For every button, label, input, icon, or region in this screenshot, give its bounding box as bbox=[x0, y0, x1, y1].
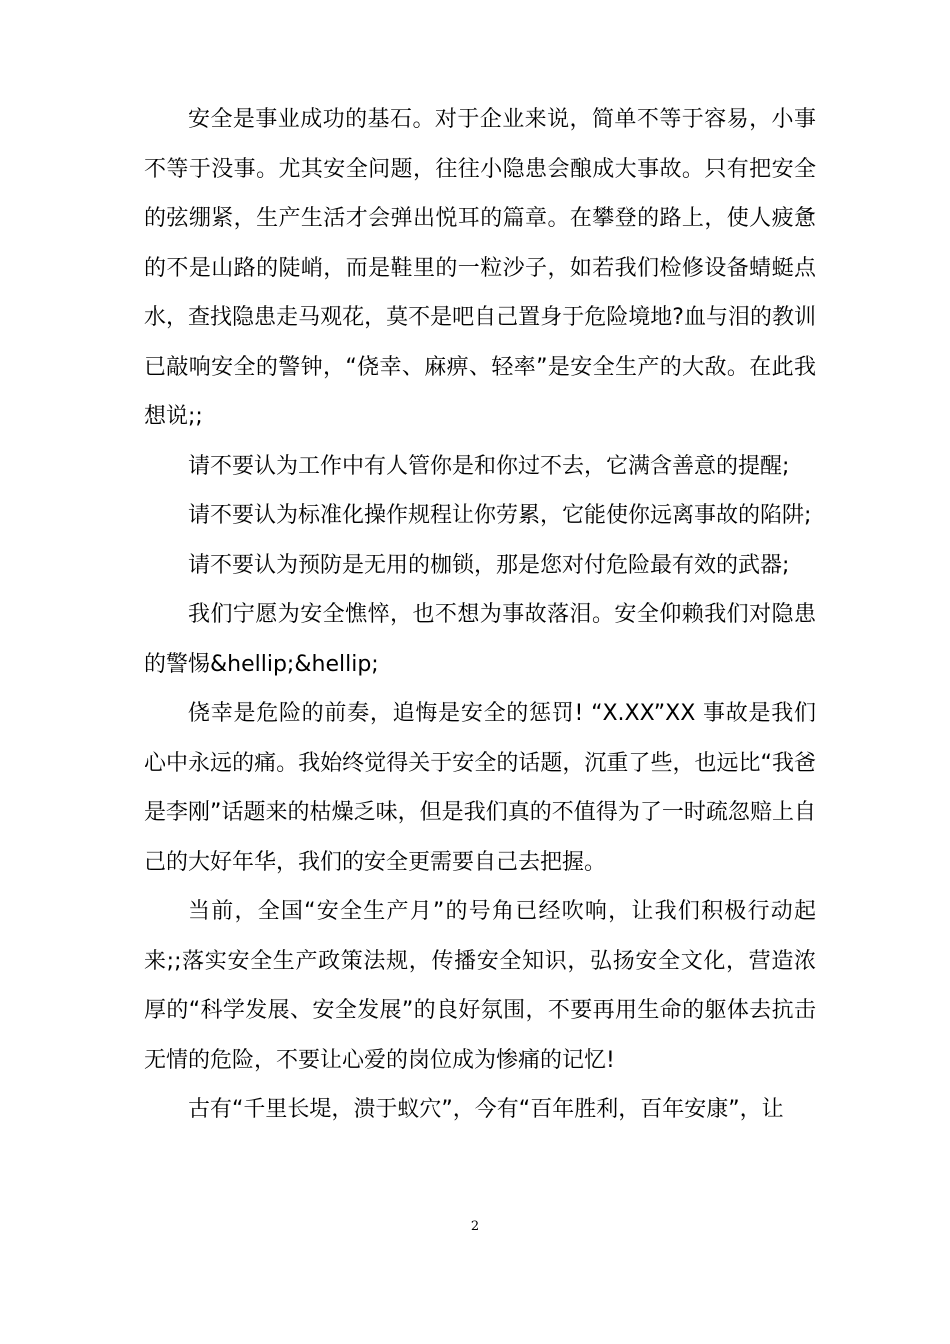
page-number: 2 bbox=[470, 1219, 480, 1234]
paragraph-luck-and-regret: 侥幸是危险的前奏，追悔是安全的惩罚! “X.XX”XX 事故是我们心中永远的痛。我始终觉得关于安全的话题，沉重了些，也远比“我爸是李刚”话题来的枯燥乏味，但是我们真的不值得为了一时疏忽赔上自己的大好年华，我们的安全更需要自己去把握。 bbox=[144, 701, 816, 875]
paragraph-reminder: 请不要认为工作中有人管你是和你过不去，它满含善意的提醒; bbox=[188, 453, 790, 479]
paragraph-prevention: 请不要认为预防是无用的枷锁，那是您对付危险最有效的武器; bbox=[188, 552, 790, 578]
paragraph-safety-month: 当前，全国“安全生产月”的号角已经吹响，让我们积极行动起来;;落实安全生产政策法规，传播安全知识，弘扬安全文化，营造浓厚的“科学发展、安全发展”的良好氛围，不要再用生命的躯体去抗击无情的危险，不要让心爱的岗位成为惨痛的记忆! bbox=[144, 899, 816, 1073]
paragraph-standard-procedure: 请不要认为标准化操作规程让你劳累，它能使你远离事故的陷阱; bbox=[188, 503, 812, 528]
paragraph-vigilance: 我们宁愿为安全憔悴，也不想为事故落泪。安全仰赖我们对隐患的警惕&hellip;&hellip; bbox=[144, 602, 816, 677]
document-body bbox=[144, 95, 816, 1135]
paragraph-safety-cornerstone: 安全是事业成功的基石。对于企业来说，简单不等于容易，小事不等于没事。尤其安全问题，往往小隐患会酿成大事故。只有把安全的弦绷紧，生产生活才会弹出悦耳的篇章。在攀登的路上，使人疲惫的不是山路的陡峭，而是鞋里的一粒沙子，如若我们检修设备蜻蜓点水，查找隐患走马观花，莫不是吧自己置身于危险境地?血与泪的教训已敲响安全的警钟，“侥幸、麻痹、轻率”是安全生产的大敌。在此我想说;; bbox=[144, 107, 816, 429]
paragraph-ancient-saying: 古有“千里长堤，溃于蚁穴”，今有“百年胜利，百年安康”，让 bbox=[188, 1097, 784, 1122]
